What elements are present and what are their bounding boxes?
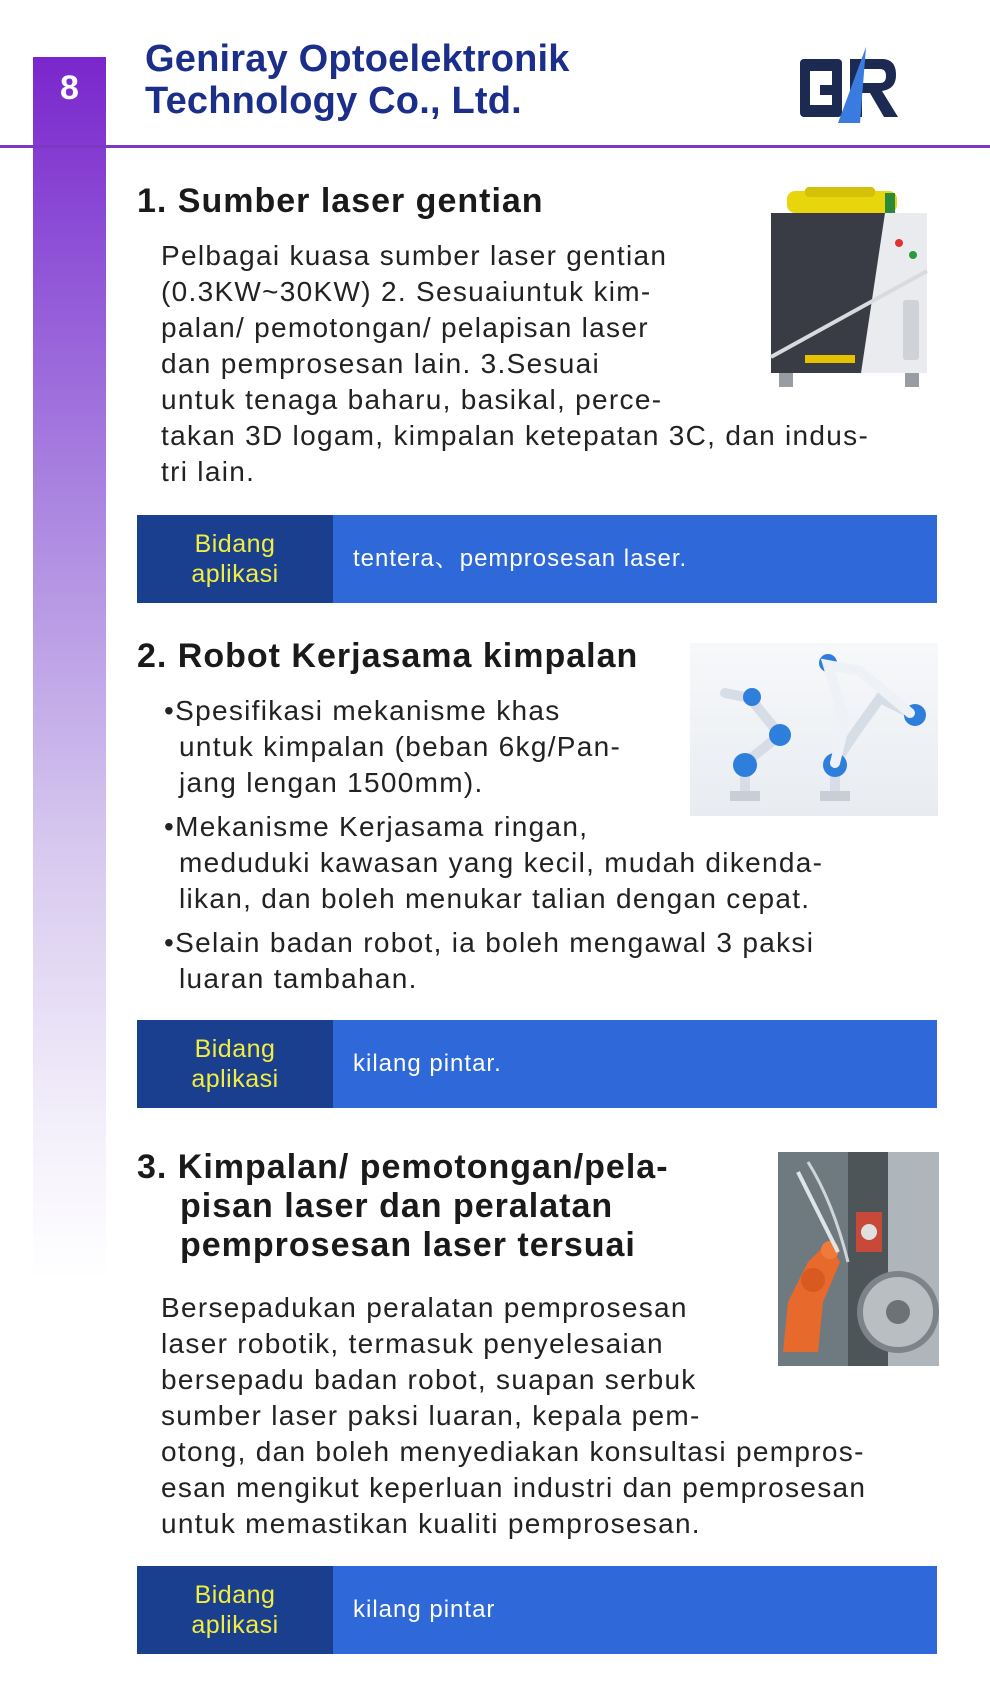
section1-title: 1. Sumber laser gentian: [137, 182, 544, 220]
section3-line: bersepadu badan robot, suapan serbuk: [161, 1364, 697, 1395]
section3-title: [137, 1148, 669, 1265]
company-logo: [800, 47, 900, 127]
section1-line: dan pemprosesan lain. 3.Sesuai: [161, 348, 601, 379]
bullet-marker: •: [164, 695, 176, 726]
application-label: [137, 1020, 333, 1108]
company-name-line1: Geniray Optoelektronik: [145, 38, 570, 80]
application-label-line1: Bidang: [194, 1035, 276, 1063]
application-label: [137, 515, 333, 603]
bullet-marker: •: [164, 927, 176, 958]
section2-title: 2. Robot Kerjasama kimpalan: [137, 637, 639, 675]
section3-title-line: pisan laser dan peralatan: [180, 1187, 614, 1225]
section3-line: sumber laser paksi luaran, kepala pem-: [161, 1400, 701, 1431]
section3-title-line: 3. Kimpalan/ pemotongan/pela-: [137, 1148, 669, 1186]
section3-text: [161, 1290, 866, 1542]
section1-line: tri lain.: [161, 456, 256, 487]
application-label-line2: aplikasi: [191, 1611, 279, 1639]
company-name-line2: Technology Co., Ltd.: [145, 80, 522, 122]
section1-application-bar: [137, 515, 937, 603]
section1-line: palan/ pemotongan/ pelapisan laser: [161, 312, 649, 343]
page-number: 8: [60, 69, 79, 107]
section3-line: laser robotik, termasuk penyelesaian: [161, 1328, 664, 1359]
application-value: kilang pintar: [353, 1596, 496, 1623]
section1-line: untuk tenaga baharu, basikal, perce-: [161, 384, 663, 415]
section3-application-bar: [137, 1566, 937, 1654]
application-label-line1: Bidang: [194, 1581, 276, 1609]
application-value: kilang pintar.: [353, 1050, 502, 1077]
application-label-line2: aplikasi: [191, 1065, 279, 1093]
section3-line: esan mengikut keperluan industri dan pemprosesan: [161, 1472, 867, 1503]
section3-title-line: pemprosesan laser tersuai: [180, 1226, 636, 1264]
section3-line: otong, dan boleh menyediakan konsultasi pempros-: [161, 1436, 865, 1467]
section1-line: (0.3KW~30KW) 2. Sesuaiuntuk kim-: [161, 276, 652, 307]
header-divider: [0, 145, 990, 148]
bullet-item: •Selain badan robot, ia boleh mengawal 3 paksi luaran tambahan.: [164, 927, 815, 994]
section1-line: Pelbagai kuasa sumber laser gentian: [161, 240, 668, 271]
section1-line: takan 3D logam, kimpalan ketepatan 3C, dan indus-: [161, 420, 870, 451]
section3-line: untuk memastikan kualiti pemprosesan.: [161, 1508, 701, 1539]
application-value: tentera、pemprosesan laser.: [353, 545, 688, 572]
bullet-item: •Mekanisme Kerjasama ringan, meduduki kawasan yang kecil, mudah dikenda- likan, dan boleh menukar talian dengan cepat.: [164, 811, 824, 914]
side-gradient-band: [33, 57, 106, 1279]
application-label-line1: Bidang: [194, 530, 276, 558]
company-name: [145, 38, 570, 122]
section1-text: [161, 238, 869, 490]
section3-line: Bersepadukan peralatan pemprosesan: [161, 1292, 688, 1323]
section2-application-bar: [137, 1020, 937, 1108]
application-label-line2: aplikasi: [191, 560, 279, 588]
application-label: [137, 1566, 333, 1654]
fiber-laser-source-image: [765, 185, 930, 390]
section2-bullets: [164, 693, 823, 997]
bullet-marker: •: [164, 811, 176, 842]
bullet-item: •Spesifikasi mekanisme khas untuk kimpalan (beban 6kg/Pan- jang lengan 1500mm).: [164, 695, 622, 798]
